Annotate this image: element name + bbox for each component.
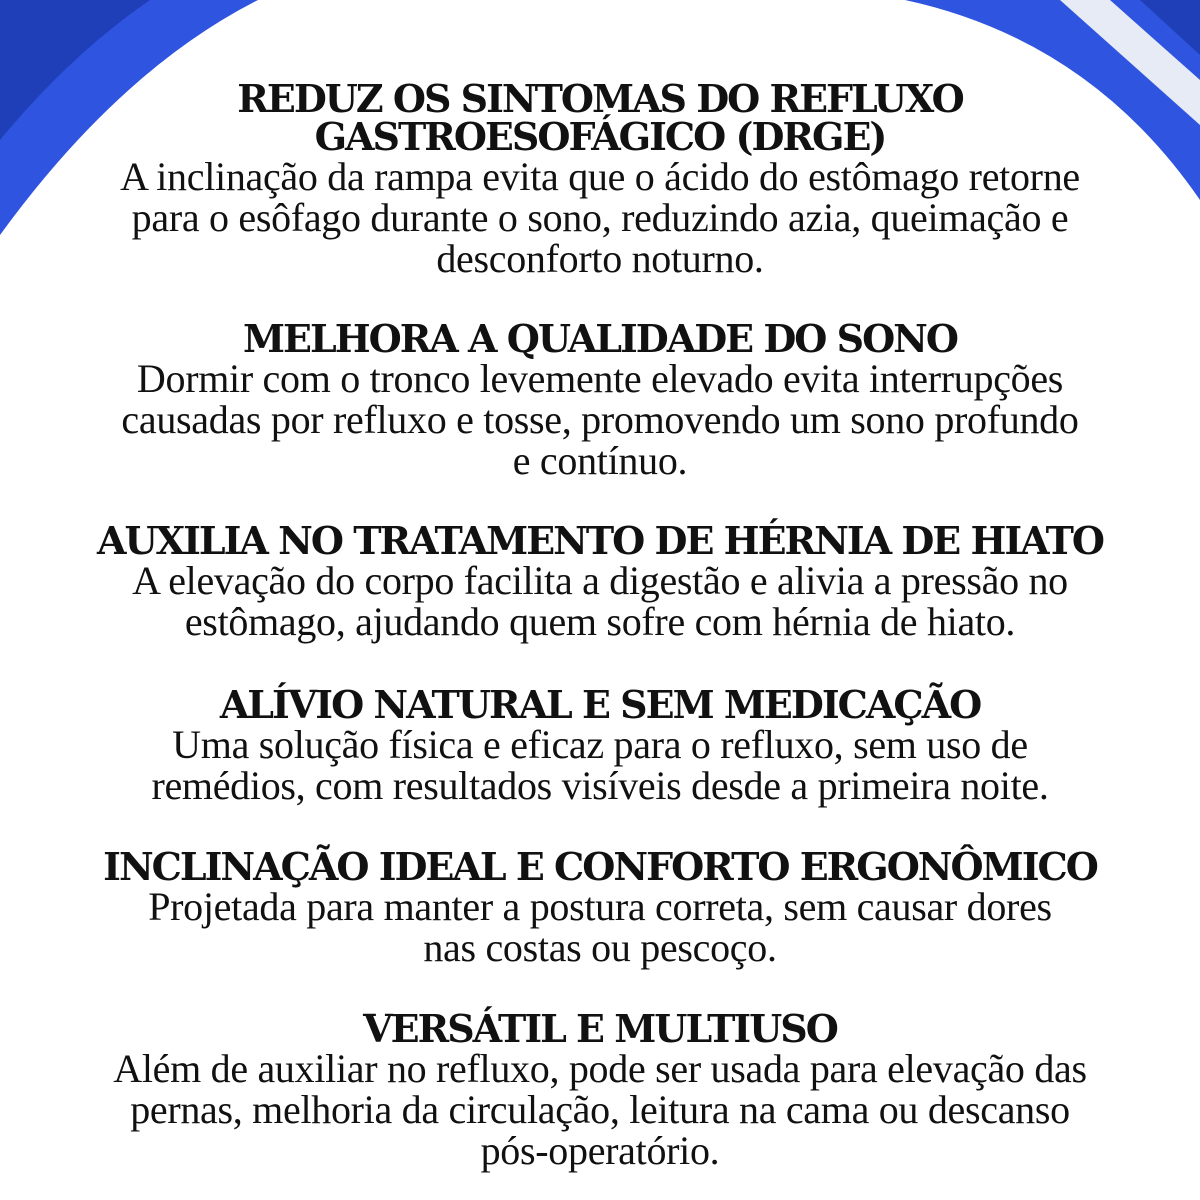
benefit-3-heading-line-1: AUXILIA NO TRATAMENTO DE HÉRNIA DE HIATO — [97, 518, 1103, 563]
benefit-1-description-line-2: para o esôfago durante o sono, reduzindo azia, queimação e — [131, 195, 1069, 240]
benefit-2-description-line-3: e contínuo. — [512, 438, 688, 483]
benefit-3-description-line-2: estômago, ajudando quem sofre com hérnia de hiato. — [184, 599, 1016, 644]
benefit-6-heading — [20, 1006, 1180, 1051]
benefit-6-description-line-3: pós-operatório. — [480, 1128, 720, 1173]
benefit-4-heading — [20, 682, 1180, 727]
benefit-1-heading — [20, 76, 1180, 159]
benefit-2-description-line-2: causadas por refluxo e tosse, promovendo um sono profundo — [121, 397, 1079, 442]
benefit-3-description-line-1: A elevação do corpo facilita a digestão e alivia a pressão no — [132, 558, 1068, 603]
benefit-section-2 — [20, 316, 1180, 483]
benefit-4-heading-line-1: ALÍVIO NATURAL E SEM MEDICAÇÃO — [219, 682, 981, 727]
benefit-section-6 — [20, 1006, 1180, 1173]
benefit-2-description — [20, 358, 1180, 481]
benefit-6-description-line-2: pernas, melhoria da circulação, leitura na cama ou descanso — [130, 1087, 1070, 1132]
benefit-3-heading — [20, 518, 1180, 563]
benefit-1-description — [20, 156, 1180, 279]
benefit-4-description-line-1: Uma solução física e eficaz para o refluxo, sem uso de — [172, 722, 1028, 767]
benefit-section-1 — [20, 76, 1180, 281]
benefit-2-heading — [20, 316, 1180, 361]
benefit-section-4 — [20, 682, 1180, 808]
benefit-6-heading-line-1: VERSÁTIL E MULTIUSO — [363, 1006, 837, 1051]
benefit-section-5 — [20, 844, 1180, 970]
benefit-5-description — [20, 886, 1180, 968]
benefit-5-description-line-1: Projetada para manter a postura correta, sem causar dores — [148, 884, 1052, 929]
benefit-1-heading-line-1: REDUZ OS SINTOMAS DO REFLUXO — [237, 76, 963, 121]
benefit-2-description-line-1: Dormir com o tronco levemente elevado evita interrupções — [136, 356, 1064, 401]
benefit-2-heading-line-1: MELHORA A QUALIDADE DO SONO — [242, 316, 958, 361]
benefit-3-description — [20, 560, 1180, 642]
benefit-6-description — [20, 1048, 1180, 1171]
benefit-4-description — [20, 724, 1180, 806]
benefit-5-heading-line-1: INCLINAÇÃO IDEAL E CONFORTO ERGONÔMICO — [103, 844, 1097, 889]
benefit-section-3 — [20, 518, 1180, 644]
benefit-4-description-line-2: remédios, com resultados visíveis desde a primeira noite. — [151, 763, 1049, 808]
benefit-5-heading — [20, 844, 1180, 889]
benefit-6-description-line-1: Além de auxiliar no refluxo, pode ser usada para elevação das — [113, 1046, 1087, 1091]
benefit-1-heading-line-2: GASTROESOFÁGICO (DRGE) — [314, 114, 886, 159]
benefit-1-description-line-3: desconforto noturno. — [436, 236, 764, 281]
benefit-1-description-line-1: A inclinação da rampa evita que o ácido do estômago retorne — [120, 154, 1080, 199]
benefit-5-description-line-2: nas costas ou pescoço. — [423, 925, 777, 970]
